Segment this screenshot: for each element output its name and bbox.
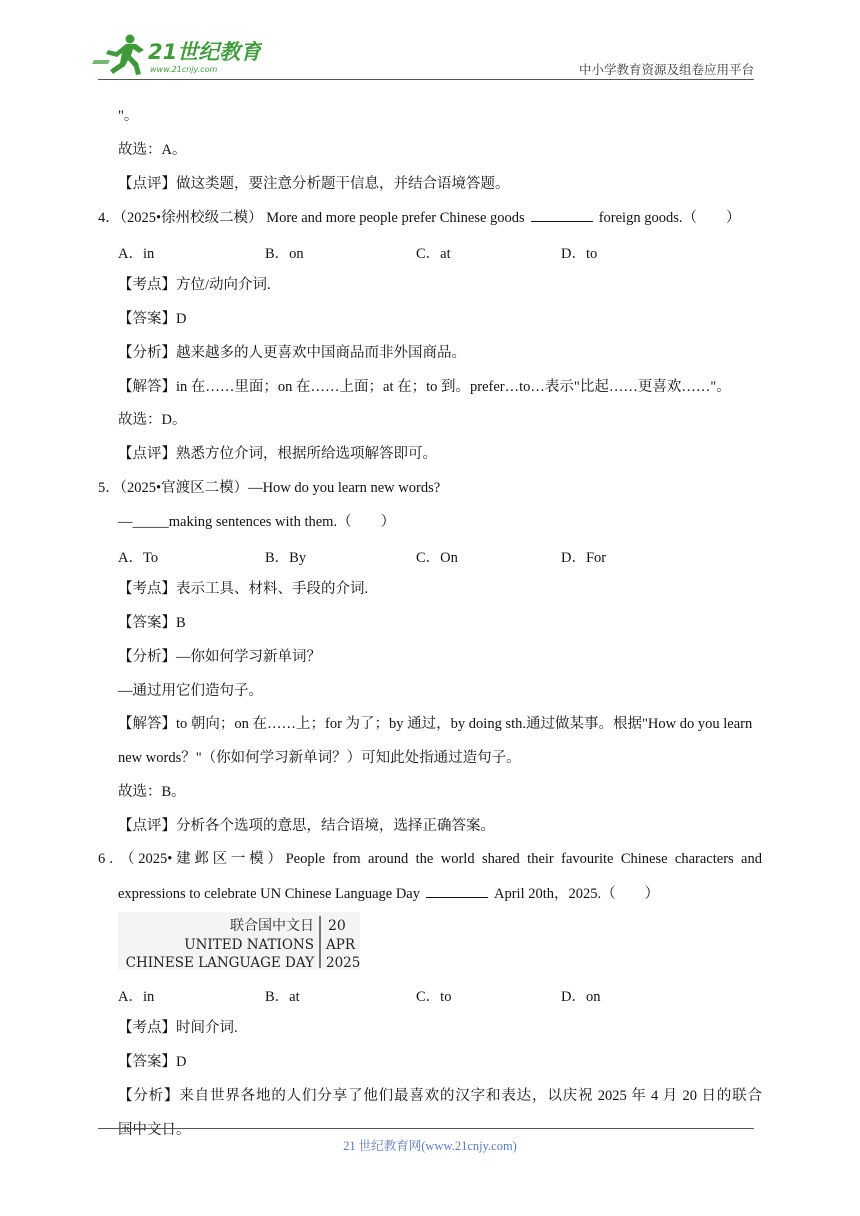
choice: 故选：D。	[118, 412, 187, 428]
question-5-stem: 5．（2025•官渡区二模）—How do you learn new words?	[98, 480, 441, 496]
answer-blank	[426, 883, 488, 898]
option-b: B．on	[265, 246, 304, 262]
option-c: C．On	[416, 550, 458, 566]
stamp-month: APR	[326, 937, 355, 953]
option-c: C．at	[416, 246, 451, 262]
question-6-stem: 6．（2025•建邺区一模）People from around the world shared their favourite Chinese characters and	[98, 851, 762, 867]
solution-line2: new words？"（你如何学习新单词？）可知此处指通过造句子。	[118, 750, 521, 766]
stamp-en-line2: CHINESE LANGUAGE DAY	[125, 955, 314, 970]
analysis-line2: 国中文日。	[118, 1122, 191, 1138]
question-text: 4．（2025•徐州校级二模） More and more people prefer Chinese goods	[98, 210, 525, 226]
option-c: C．to	[416, 989, 452, 1005]
question-text: foreign goods.（ ）	[598, 210, 741, 226]
answer: 【答案】B	[118, 615, 186, 631]
comment: 【点评】分析各个选项的意思，结合语境，选择正确答案。	[118, 818, 495, 834]
comment: 【点评】熟悉方位介词，根据所给选项解答即可。	[118, 446, 437, 462]
question-6-stem-line2	[118, 883, 659, 904]
header-divider	[98, 79, 754, 80]
analysis: 【分析】来自世界各地的人们分享了他们最喜欢的汉字和表达，以庆祝 2025 年 4 月 20 日的联合	[118, 1088, 762, 1104]
option-d: D．For	[561, 550, 607, 566]
stamp-day: 20	[328, 918, 346, 934]
option-b: B．at	[265, 989, 300, 1005]
choice: 故选：B。	[118, 784, 186, 800]
option-d: D．to	[561, 246, 598, 262]
solution: 【解答】to 朝向；on 在……上；for 为了；by 通过，by doing sth.通过做某事。根据"How do you learn	[118, 716, 753, 732]
option-a: A．in	[118, 246, 155, 262]
un-chinese-language-day-stamp	[118, 912, 360, 970]
question-text: expressions to celebrate UN Chinese Language Day	[118, 886, 420, 902]
site-name: 中小学教育资源及组卷应用平台	[578, 63, 754, 77]
analysis: 【分析】越来越多的人更喜欢中国商品而非外国商品。	[118, 345, 466, 361]
site-logo	[92, 30, 262, 78]
option-a: A．To	[118, 550, 159, 566]
question-4-stem	[98, 207, 740, 228]
knowledge-point: 【考点】表示工具、材料、手段的介词.	[118, 581, 369, 597]
stamp-en-line1: UNITED NATIONS	[184, 937, 314, 953]
option-a: A．in	[118, 989, 155, 1005]
logo-text: 21世纪教育	[148, 40, 262, 64]
analysis-line2: —通过用它们造句子。	[118, 683, 263, 699]
analysis: 【分析】—你如何学习新单词？	[118, 649, 321, 665]
stamp-year: 2025	[326, 955, 360, 970]
runner-icon	[92, 35, 144, 76]
option-d: D．on	[561, 989, 601, 1005]
question-text: April 20th，2025.（ ）	[493, 886, 660, 902]
footer-link[interactable]: 21 世纪教育网(www.21cnjy.com)	[343, 1139, 517, 1153]
option-b: B．By	[265, 550, 307, 566]
footer-divider	[98, 1128, 754, 1129]
answer: 【答案】D	[118, 1054, 187, 1070]
text-line: "。	[118, 108, 139, 124]
text-line: 故选：A。	[118, 142, 187, 158]
knowledge-point: 【考点】时间介词.	[118, 1020, 238, 1036]
answer: 【答案】D	[118, 311, 187, 327]
answer-blank	[531, 207, 593, 222]
solution: 【解答】in 在……里面；on 在……上面；at 在；to 到。prefer…to…表示"比起……更喜欢……"。	[118, 379, 731, 395]
knowledge-point: 【考点】方位/动向介词.	[118, 277, 271, 293]
question-5-stem-line2: —_____making sentences with them.（ ）	[118, 514, 396, 530]
stamp-cn-title: 联合国中文日	[230, 918, 314, 934]
text-line: 【点评】做这类题，要注意分析题干信息，并结合语境答题。	[118, 176, 510, 192]
logo-url: www.21cnjy.com	[150, 65, 218, 74]
